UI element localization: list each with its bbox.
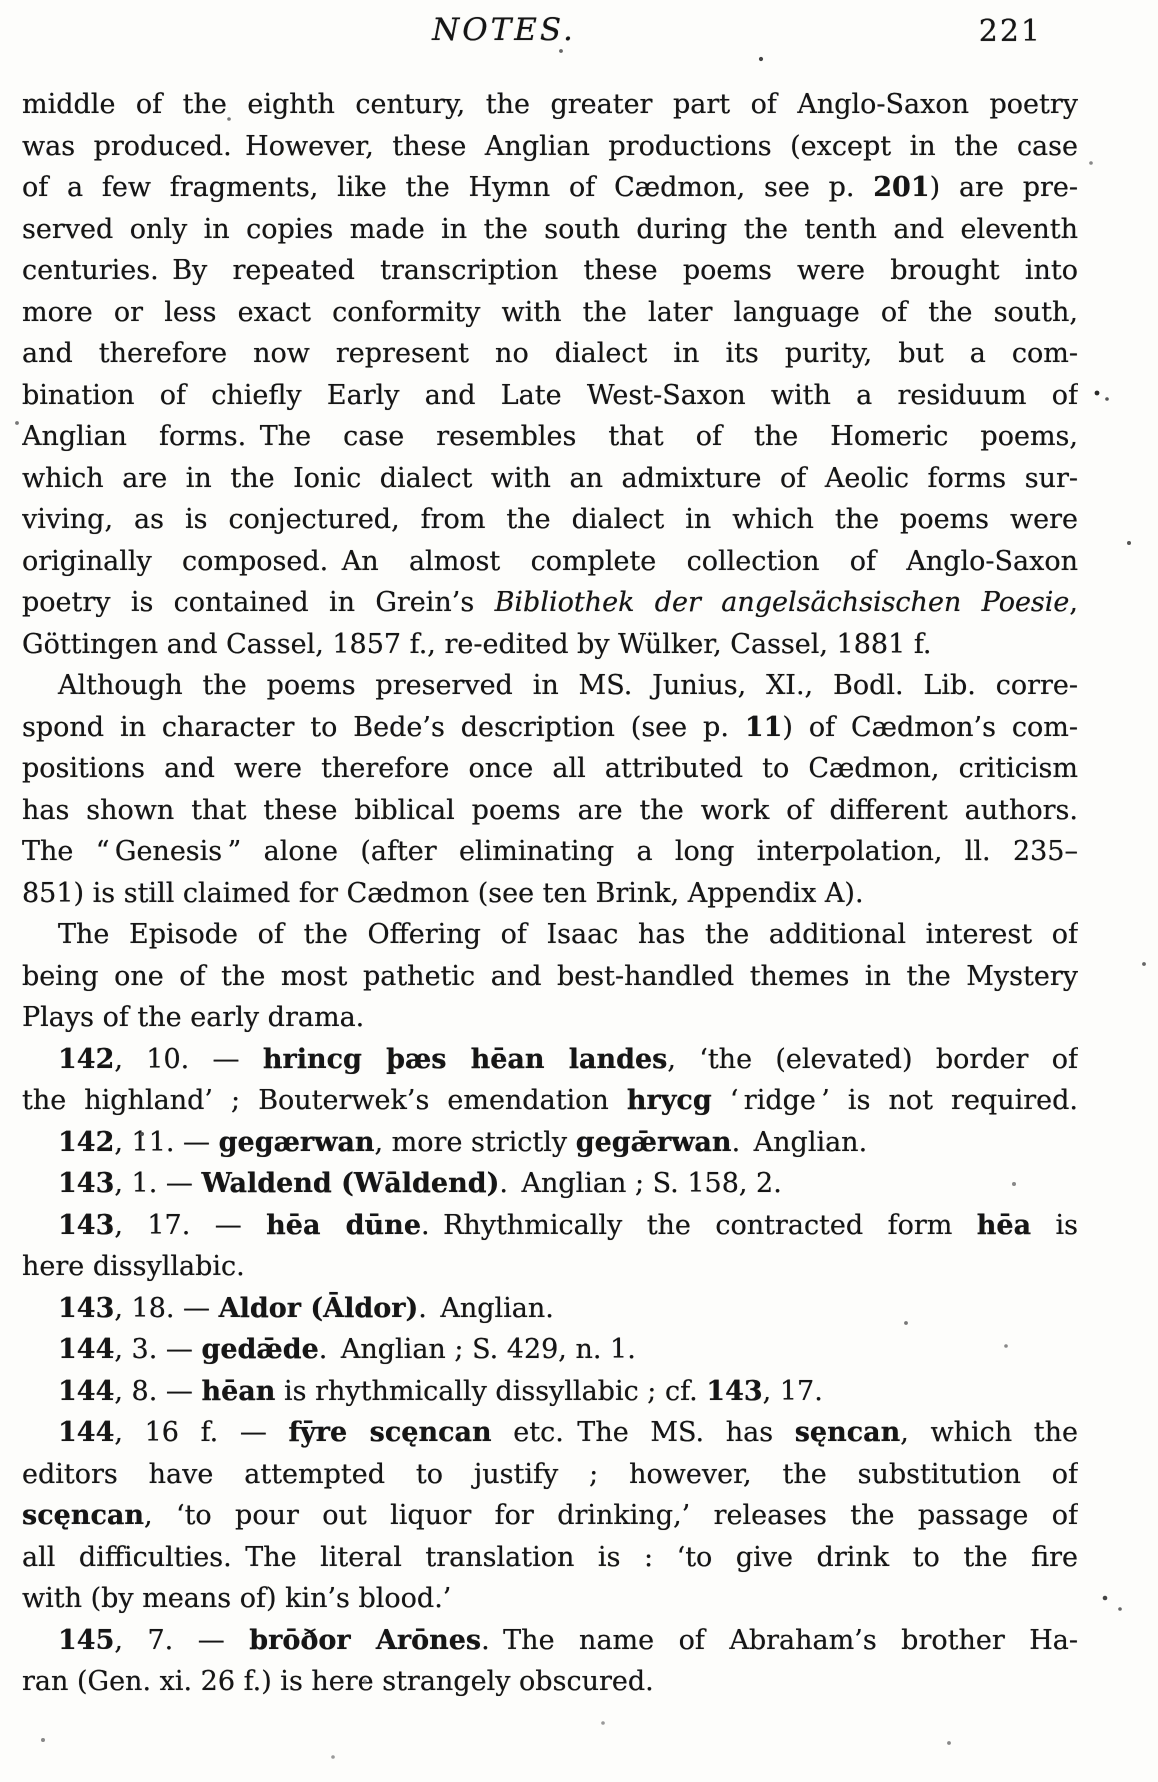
text-segment: fȳre scęncan bbox=[288, 1417, 492, 1448]
text-segment: . The name of Abraham’s brother Ha- bbox=[481, 1624, 1078, 1656]
text-segment: . Anglian. bbox=[418, 1292, 554, 1324]
text-segment: 143 bbox=[58, 1209, 115, 1241]
text-line bbox=[22, 1205, 1078, 1247]
text-segment: middle of the eighth century, the greater part of Anglo-Saxon poetry bbox=[22, 89, 1078, 120]
text-segment: positions and were therefore once all attributed to Cædmon, criticism bbox=[22, 753, 1078, 784]
text-segment: 143 bbox=[706, 1375, 763, 1407]
text-line bbox=[22, 375, 1078, 417]
text-line bbox=[22, 1578, 1078, 1620]
text-line bbox=[22, 1080, 1078, 1122]
scan-speckles bbox=[0, 0, 2, 2]
text-segment: scęncan bbox=[22, 1500, 145, 1531]
text-segment: , 7. — bbox=[114, 1624, 250, 1656]
text-segment: , 1. — bbox=[114, 1168, 202, 1199]
text-line bbox=[22, 831, 1078, 873]
text-segment: , 16 f. — bbox=[114, 1417, 289, 1448]
text-line bbox=[22, 167, 1078, 209]
text-segment: , 17. — bbox=[114, 1209, 267, 1241]
text-line bbox=[22, 209, 1078, 251]
text-segment: , bbox=[1069, 587, 1078, 618]
text-segment: Göttingen and Cassel, 1857 f., re-edited by Wülker, Cassel, 1881 f. bbox=[22, 628, 932, 660]
text-segment: hēan bbox=[201, 1375, 276, 1407]
text-line bbox=[22, 1039, 1078, 1081]
text-line bbox=[22, 1537, 1078, 1579]
text-segment: 142 bbox=[58, 1126, 115, 1158]
text-segment: , 8. — bbox=[114, 1375, 202, 1407]
text-segment: viving, as is conjectured, from the dialect in which the poems were bbox=[22, 504, 1078, 535]
text-segment: is bbox=[1031, 1209, 1078, 1241]
text-segment: , 11. — bbox=[114, 1126, 219, 1158]
text-segment: Bibliothek der angelsächsischen Poesie bbox=[494, 587, 1070, 618]
text-line bbox=[22, 665, 1078, 707]
text-line bbox=[22, 1620, 1078, 1662]
text-line bbox=[22, 333, 1078, 375]
text-segment: editors have attempted to justify ; however, the substitution of bbox=[22, 1458, 1078, 1490]
text-segment: Aldor (Āldor) bbox=[218, 1292, 419, 1324]
text-segment: being one of the most pathetic and best-handled themes in the Mystery bbox=[22, 960, 1078, 992]
text-segment: is rhythmically dissyllabic ; cf. bbox=[275, 1375, 707, 1407]
text-segment: . Anglian ; S. 429, n. 1. bbox=[318, 1334, 636, 1365]
text-line bbox=[22, 1122, 1078, 1164]
text-line bbox=[22, 250, 1078, 292]
text-segment: Plays of the early drama. bbox=[22, 1002, 365, 1033]
text-segment: and therefore now represent no dialect in its purity, but a com- bbox=[22, 338, 1078, 369]
text-segment: 11 bbox=[744, 711, 783, 743]
text-segment: 144 bbox=[58, 1417, 115, 1448]
text-segment: ran (Gen. xi. 26 f.) is here strangely obscured. bbox=[22, 1666, 654, 1697]
text-line bbox=[22, 914, 1078, 956]
text-line bbox=[22, 748, 1078, 790]
text-line bbox=[22, 84, 1078, 126]
text-line bbox=[22, 582, 1078, 624]
text-segment: brōðor Arōnes bbox=[249, 1624, 482, 1656]
text-segment: spond in character to Bede’s description (see p. bbox=[22, 711, 745, 743]
text-segment: . Rhythmically the contracted form bbox=[421, 1209, 977, 1241]
text-line bbox=[22, 1288, 1078, 1330]
text-segment: served only in copies made in the south during the tenth and eleventh bbox=[22, 213, 1078, 245]
text-segment: 144 bbox=[58, 1375, 115, 1407]
text-segment: gegærwan bbox=[218, 1126, 375, 1158]
text-line bbox=[22, 873, 1078, 915]
page-header bbox=[22, 10, 1136, 56]
text-segment: gegǣrwan bbox=[575, 1126, 732, 1158]
text-segment: . Anglian. bbox=[731, 1126, 868, 1158]
text-line bbox=[22, 292, 1078, 334]
text-segment: 851) is still claimed for Cædmon (see ten Brink, Appendix A). bbox=[22, 877, 864, 909]
text-segment: , ‘to pour out liquor for drinking,’ releases the passage of bbox=[144, 1500, 1078, 1531]
text-line bbox=[22, 1246, 1078, 1288]
text-segment: was produced. However, these Anglian productions (except in the case bbox=[22, 130, 1078, 162]
text-segment: 142 bbox=[58, 1043, 115, 1075]
text-segment: 145 bbox=[58, 1624, 115, 1656]
text-segment: hrycg bbox=[626, 1085, 712, 1116]
text-segment: the highland’ ; Bouterwek’s emendation bbox=[22, 1085, 627, 1116]
text-segment: 201 bbox=[873, 172, 930, 203]
text-line bbox=[22, 1329, 1078, 1371]
text-segment: Anglian forms. The case resembles that of the Homeric poems, bbox=[22, 421, 1078, 452]
text-line bbox=[22, 624, 1078, 666]
text-segment: Although the poems preserved in MS. Junius, XI., Bodl. Lib. corre- bbox=[58, 670, 1078, 701]
text-segment: , more strictly bbox=[374, 1126, 576, 1158]
text-segment: 143 bbox=[58, 1292, 115, 1324]
text-segment: Waldend (Wāldend) bbox=[201, 1168, 500, 1199]
text-segment: 144 bbox=[58, 1334, 115, 1365]
text-segment: sęncan bbox=[794, 1417, 901, 1448]
text-segment: hēa bbox=[976, 1209, 1032, 1241]
text-segment: which are in the Ionic dialect with an admixture of Aeolic forms sur- bbox=[22, 462, 1078, 494]
text-segment: , 17. bbox=[762, 1375, 823, 1407]
text-segment: 143 bbox=[58, 1168, 115, 1199]
text-line bbox=[22, 1661, 1078, 1703]
text-line bbox=[22, 499, 1078, 541]
text-segment: gedǣde bbox=[201, 1334, 319, 1365]
text-segment: all difficulties. The literal translation is : ‘to give drink to the fire bbox=[22, 1541, 1078, 1573]
page-number: 221 bbox=[978, 14, 1042, 49]
text-segment: , 18. — bbox=[114, 1292, 219, 1324]
text-segment: ) of Cædmon’s com- bbox=[782, 711, 1078, 743]
text-segment: ) are pre- bbox=[929, 172, 1078, 203]
text-segment: , which the bbox=[900, 1417, 1078, 1448]
text-line bbox=[22, 541, 1078, 583]
text-segment: has shown that these biblical poems are the work of different authors. bbox=[22, 794, 1078, 826]
text-line bbox=[22, 126, 1078, 168]
text-segment: , 3. — bbox=[114, 1334, 202, 1365]
text-segment: , ‘the (elevated) border of bbox=[667, 1043, 1078, 1075]
text-segment: poetry is contained in Grein’s bbox=[22, 587, 495, 618]
text-segment: with (by means of) kin’s blood.’ bbox=[22, 1583, 452, 1614]
text-segment: here dissyllabic. bbox=[22, 1251, 245, 1282]
text-segment: hēa dūne bbox=[266, 1209, 421, 1241]
text-line bbox=[22, 416, 1078, 458]
text-segment: centuries. By repeated transcription these poems were brought into bbox=[22, 255, 1078, 286]
text-segment: etc. The MS. has bbox=[491, 1417, 795, 1448]
text-line bbox=[22, 458, 1078, 500]
text-segment: hrincg þæs hēan landes bbox=[262, 1043, 668, 1075]
text-line bbox=[22, 1495, 1078, 1537]
text-line bbox=[22, 1163, 1078, 1205]
text-line bbox=[22, 790, 1078, 832]
text-line bbox=[22, 1412, 1078, 1454]
text-segment: . Anglian ; S. 158, 2. bbox=[499, 1168, 782, 1199]
text-line bbox=[22, 1371, 1078, 1413]
text-line bbox=[22, 956, 1078, 998]
text-segment: , 10. — bbox=[114, 1043, 263, 1075]
text-line bbox=[22, 1454, 1078, 1496]
text-segment: The Episode of the Offering of Isaac has the additional interest of bbox=[58, 919, 1078, 950]
text-line bbox=[22, 707, 1078, 749]
text-segment: ‘ ridge ’ is not required. bbox=[711, 1085, 1078, 1116]
running-title: NOTES. bbox=[432, 12, 576, 48]
page-body bbox=[22, 84, 1078, 1703]
text-segment: originally composed. An almost complete collection of Anglo-Saxon bbox=[22, 545, 1078, 577]
text-segment: The “ Genesis ” alone (after eliminating a long interpolation, ll. 235– bbox=[22, 836, 1078, 867]
text-segment: bination of chiefly Early and Late West-Saxon with a residuum of bbox=[22, 379, 1078, 411]
text-line bbox=[22, 997, 1078, 1039]
text-segment: of a few fragments, like the Hymn of Cædmon, see p. bbox=[22, 172, 874, 203]
text-segment: more or less exact conformity with the later language of the south, bbox=[22, 296, 1078, 328]
